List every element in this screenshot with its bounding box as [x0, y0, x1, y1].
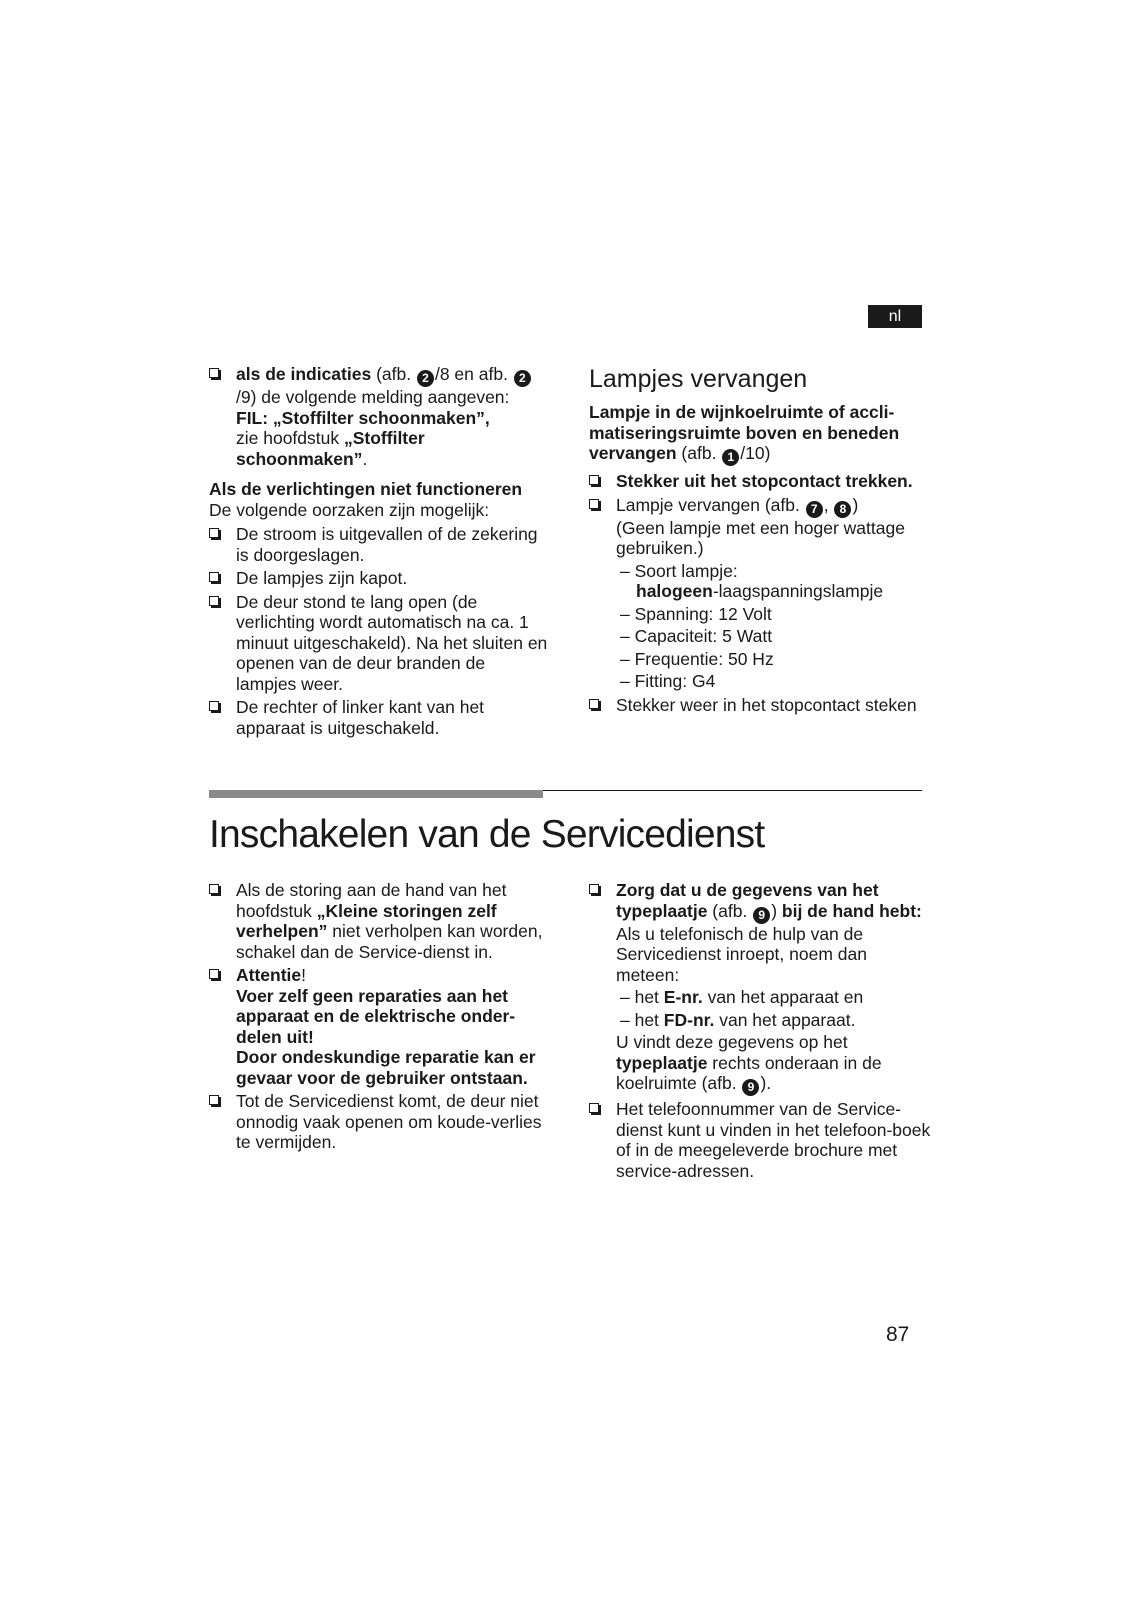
spec-voltage: – Spanning: 12 Volt: [620, 603, 772, 624]
section-subheading: Als de verlichtingen niet functioneren: [209, 479, 523, 499]
subheading-bold-text: Lampje in de wijnkoelruimte of accli-matiseringsruimte boven en beneden vervangen: [589, 402, 900, 463]
item-bold-text: als de indicaties: [236, 364, 372, 384]
warning-text: Door ondeskundige reparatie kan er gevaar voor de gebruiker ontstaan.: [236, 1047, 536, 1088]
list-item: [589, 695, 929, 716]
left-top-column: [209, 364, 549, 741]
subheading-text: /10): [740, 443, 771, 463]
spec-capacity: – Capaciteit: 5 Watt: [620, 626, 773, 646]
spec-bold-text: halogeen: [636, 581, 713, 601]
figure-number-icon: 9: [753, 907, 770, 924]
intro-text: De volgende oorzaken zijn mogelijk:: [209, 499, 490, 520]
list-item: [209, 524, 549, 565]
checkbox-bullet-icon: [209, 368, 219, 378]
item-text: niet verholpen kan worden, schakel dan de Service-dienst in.: [236, 921, 543, 962]
checkbox-bullet-icon: [589, 884, 599, 894]
item-text: De rechter of linker kant van het apparaat is uitgeschakeld.: [236, 697, 485, 738]
checkbox-bullet-icon: [209, 701, 219, 711]
figure-number-icon: 8: [834, 501, 851, 518]
warning-text: Voer zelf geen reparaties aan het apparaat en de elektrische onder-delen uit!: [236, 985, 516, 1047]
figure-number-icon: 1: [722, 449, 739, 466]
figure-number-icon: 7: [806, 501, 823, 518]
item-bold-text: Zorg dat u de gegevens van het typeplaatje: [616, 880, 879, 921]
checkbox-bullet-icon: [589, 499, 599, 509]
subheading-text: (afb.: [676, 443, 722, 463]
list-item: [589, 471, 929, 492]
item-text: van het apparaat en: [702, 987, 864, 1007]
item-paragraph: [616, 1032, 934, 1096]
figure-number-icon: 2: [417, 370, 434, 387]
display-message: FIL: „Stoffilter schoonmaken”,: [236, 407, 490, 428]
list-item: [209, 880, 549, 962]
checkbox-bullet-icon: [209, 572, 219, 582]
list-item: [209, 697, 549, 738]
item-bold-text: E-nr.: [663, 987, 703, 1007]
figure-number-icon: 2: [514, 370, 531, 387]
item-text: De stroom is uitgevallen of de zekering is doorgeslagen.: [236, 524, 538, 565]
item-text: Als de storing aan de hand van het hoofdstuk: [236, 880, 507, 921]
section-subheading: [589, 402, 929, 466]
item-text: ): [852, 494, 859, 515]
item-text: Tot de Servicedienst komt, de deur niet onnodig vaak openen om koude-verlies te vermijden.: [236, 1091, 542, 1152]
list-item: [209, 592, 549, 695]
item-text: zie hoofdstuk: [236, 428, 344, 448]
item-text: U vindt deze gegevens op het: [616, 1032, 848, 1052]
checkbox-bullet-icon: [209, 969, 219, 979]
list-item: [209, 364, 549, 469]
item-text: van het apparaat.: [714, 1009, 856, 1030]
item-text: ): [771, 900, 782, 921]
list-item: [209, 568, 549, 589]
fd-nr-line: [616, 1010, 934, 1031]
list-item: [589, 880, 934, 1096]
item-text: rechts onderaan in de koelruimte (afb.: [616, 1052, 882, 1093]
page-heading: Inschakelen van de Servicedienst: [209, 813, 765, 856]
e-nr-line: [616, 987, 934, 1008]
item-bold-text: „Stoffilter schoonmaken”: [236, 428, 425, 469]
item-text: .: [362, 448, 368, 469]
item-text: – het: [620, 987, 664, 1007]
item-bold-text: Attentie: [236, 965, 302, 985]
spec-lamp-type: [616, 561, 929, 602]
item-bold-text: FD-nr.: [663, 1009, 715, 1030]
item-text: Lampje vervangen (afb.: [616, 494, 805, 515]
item-paragraph: Als u telefonisch de hulp van de Servicedienst inroept, noem dan meteen:: [616, 923, 867, 985]
spec-text: -laagspanningslampje: [712, 581, 884, 601]
checkbox-bullet-icon: [209, 528, 219, 538]
item-text: /8 en afb.: [434, 364, 513, 384]
item-text: (afb.: [707, 900, 753, 921]
checkbox-bullet-icon: [589, 699, 599, 709]
list-item: [209, 1091, 549, 1153]
page-number: 87: [886, 1323, 910, 1346]
chapter-reference: [236, 428, 549, 469]
list-item: [589, 1099, 934, 1181]
right-bottom-column: [589, 880, 934, 1184]
spec-frequency: – Frequentie: 50 Hz: [620, 648, 774, 669]
language-tab: nl: [868, 305, 922, 328]
item-text: De lampjes zijn kapot.: [236, 568, 408, 588]
list-item: [589, 495, 929, 692]
item-text: ).: [760, 1073, 772, 1093]
item-text: Het telefoonnummer van de Service-dienst kunt u vinden in het telefoon-boek of in de meegeleverde brochure met service-adressen.: [616, 1099, 931, 1181]
checkbox-bullet-icon: [589, 475, 599, 485]
section-divider-accent: [209, 790, 543, 798]
item-text: /9) de volgende melding aangeven:: [236, 387, 510, 407]
item-text: !: [301, 965, 307, 985]
checkbox-bullet-icon: [209, 1095, 219, 1105]
checkbox-bullet-icon: [209, 884, 219, 894]
right-top-column: [589, 364, 929, 718]
checkbox-bullet-icon: [209, 596, 219, 606]
item-bold-text: „Kleine storingen zelf verhelpen”: [236, 900, 497, 941]
spec-fitting: – Fitting: G4: [620, 671, 716, 691]
item-note: (Geen lampje met een hoger wattage gebruiken.): [616, 517, 905, 558]
item-text: – het: [620, 1009, 664, 1030]
figure-number-icon: 9: [742, 1079, 759, 1096]
item-text: De deur stond te lang open (de verlichting wordt automatisch na ca. 1 minuut uitgeschakeld). Na het sluiten en openen van de deur branden de lampjes weer.: [236, 591, 548, 694]
item-bold-text: typeplaatje: [616, 1052, 708, 1073]
item-bold-text: bij de hand hebt:: [781, 900, 922, 921]
left-bottom-column: [209, 880, 549, 1156]
spec-label: – Soort lampje:: [620, 560, 738, 581]
item-bold-text: Stekker uit het stopcontact trekken.: [616, 471, 913, 491]
item-text: Stekker weer in het stopcontact steken: [616, 694, 917, 715]
section-title: Lampjes vervangen: [589, 365, 808, 393]
list-item: [209, 965, 549, 1088]
item-text: (afb.: [371, 364, 416, 384]
item-text: ,: [823, 494, 834, 515]
checkbox-bullet-icon: [589, 1103, 599, 1113]
